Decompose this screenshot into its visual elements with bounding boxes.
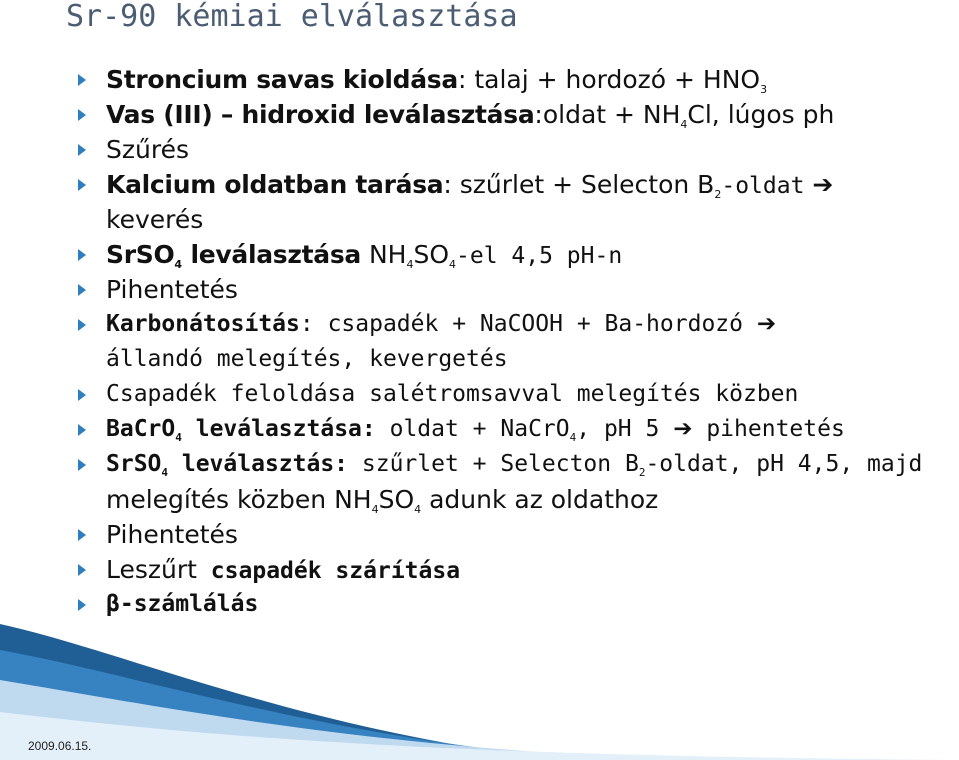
list-item <box>78 132 958 167</box>
list-item <box>78 62 958 97</box>
bullet-arrow-icon <box>78 424 86 436</box>
step-text: SO <box>378 485 415 514</box>
subscript: 4 <box>406 258 414 271</box>
list-item <box>78 447 958 517</box>
step-text: SO <box>413 240 449 269</box>
step-heading: Vas (III) – hidroxid leválasztása <box>106 100 535 129</box>
step-heading: Stroncium savas kioldása <box>106 65 458 94</box>
list-item <box>78 237 958 272</box>
bullet-arrow-icon <box>78 459 86 471</box>
step-text: :oldat + NH <box>534 100 681 129</box>
footer-date: 2009.06.15. <box>28 739 92 753</box>
bullet-arrow-icon <box>78 144 86 156</box>
subscript: 4 <box>161 466 169 479</box>
step-text: Leszűrt <box>106 555 197 584</box>
decorative-swoosh <box>0 620 959 760</box>
step-text: állandó melegítés, kevergetés <box>106 346 508 372</box>
subscript: 2 <box>714 188 722 201</box>
step-text: : csapadék + NaCOOH + Ba-hordozó <box>299 311 743 337</box>
step-text: -oldat, pH 4,5, majd <box>645 451 923 477</box>
step-text: Pihentetés <box>106 275 238 304</box>
right-arrow-icon: ➔ <box>673 416 693 442</box>
step-text: Pihentetés <box>106 520 238 549</box>
subscript: 4 <box>449 258 456 271</box>
subscript: 4 <box>174 258 183 271</box>
step-heading: csapadék szárítása <box>196 558 461 584</box>
list-item <box>78 412 958 447</box>
step-text: , pH 5 <box>576 416 660 442</box>
step-heading: SrSO <box>106 451 162 477</box>
right-arrow-icon: ➔ <box>756 311 777 337</box>
step-heading: SrSO <box>106 240 175 269</box>
list-item <box>78 587 958 622</box>
step-heading: β-számlálás <box>106 591 259 617</box>
bullet-arrow-icon <box>78 109 86 121</box>
list-item <box>78 97 958 132</box>
bullet-arrow-icon <box>78 74 86 86</box>
bullet-list <box>78 62 958 622</box>
list-item <box>78 517 958 552</box>
list-item <box>78 377 958 412</box>
bullet-arrow-icon <box>78 249 86 261</box>
step-heading: Kalcium oldatban tarása <box>106 170 444 199</box>
step-text: Csapadék feloldása salétromsavval melegítés közben <box>106 381 799 407</box>
step-text: Cl, lúgos ph <box>687 100 835 129</box>
bullet-arrow-icon <box>78 529 86 541</box>
step-text: NH <box>361 240 407 269</box>
bullet-arrow-icon <box>78 599 86 611</box>
subscript: 4 <box>569 431 577 444</box>
step-text: szűrlet + Selecton B <box>348 451 639 477</box>
slide-title: Sr-90 kémiai elválasztása <box>66 0 518 34</box>
step-heading: leválasztása: <box>181 416 376 442</box>
step-text: melegítés közben NH <box>106 485 372 514</box>
step-heading: leválasztása <box>182 240 361 269</box>
list-item <box>78 552 958 587</box>
list-item <box>78 307 958 377</box>
step-text: keverés <box>106 205 204 234</box>
subscript: 4 <box>371 503 379 516</box>
bullet-arrow-icon <box>78 179 86 191</box>
step-text: Szűrés <box>106 135 189 164</box>
subscript: 4 <box>414 503 422 516</box>
bullet-arrow-icon <box>78 284 86 296</box>
bullet-arrow-icon <box>78 389 86 401</box>
subscript: 3 <box>760 83 768 96</box>
subscript: 4 <box>680 118 688 131</box>
step-text: : szűrlet + Selecton B <box>443 170 715 199</box>
step-text: : talaj + hordozó + HNO <box>457 65 761 94</box>
subscript: 4 <box>175 431 182 444</box>
step-text: oldat + NaCrO <box>375 416 570 442</box>
step-text: -el 4,5 pH-n <box>456 243 623 269</box>
list-item <box>78 167 958 237</box>
subscript: 2 <box>638 466 646 479</box>
step-text: -oldat <box>721 173 805 199</box>
step-text: pihentetés <box>692 416 845 442</box>
step-heading: BaCrO <box>106 416 176 442</box>
bullet-arrow-icon <box>78 319 86 331</box>
bullet-arrow-icon <box>78 564 86 576</box>
list-item <box>78 272 958 307</box>
step-heading: leválasztás: <box>168 451 349 477</box>
step-text: adunk az oldathoz <box>421 485 659 514</box>
step-heading: Karbonátosítás <box>106 311 300 337</box>
right-arrow-icon: ➔ <box>812 170 834 199</box>
